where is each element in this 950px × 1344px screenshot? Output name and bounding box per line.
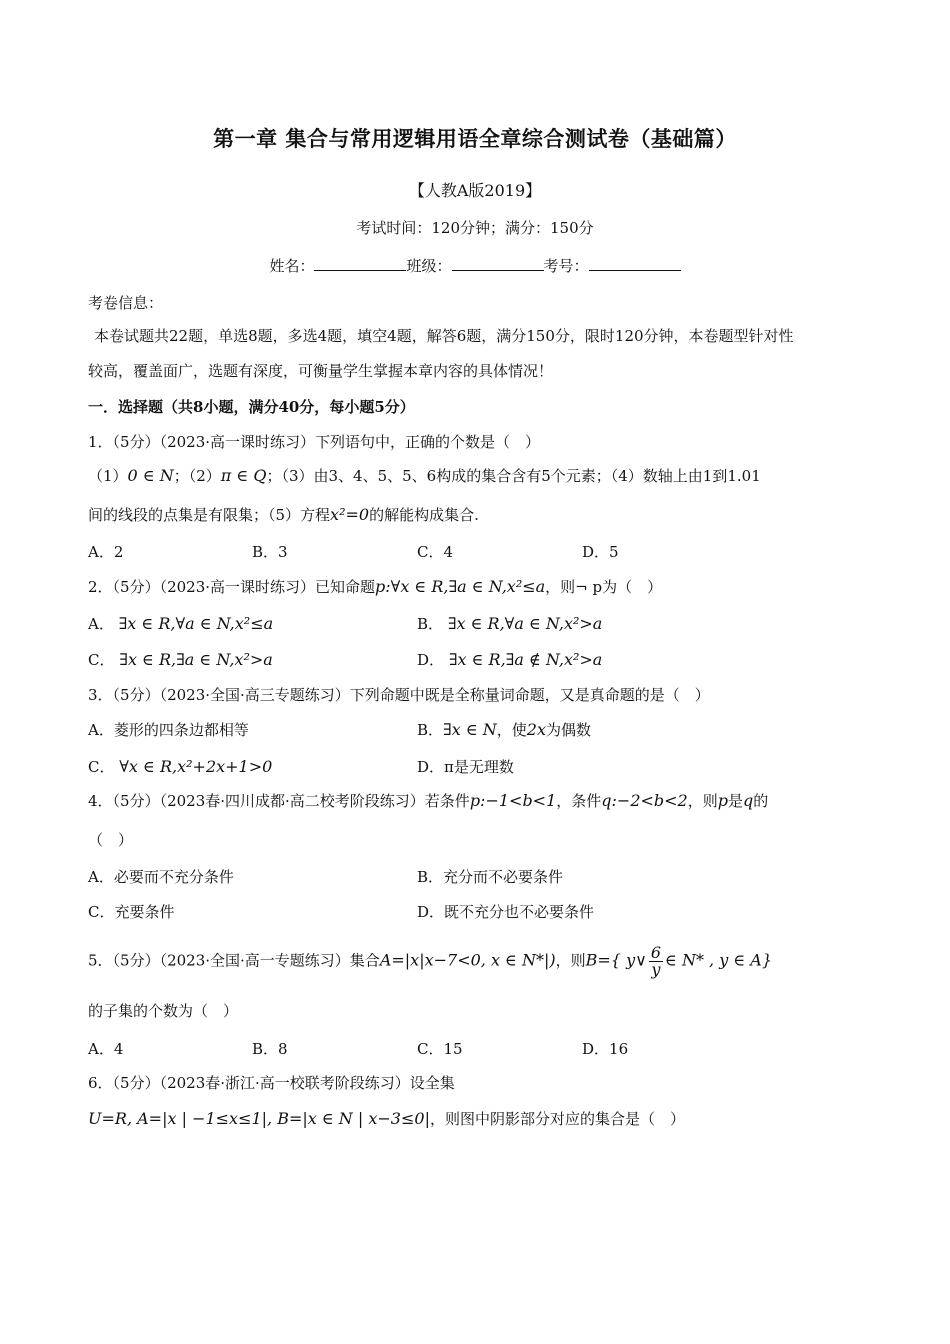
- q4-stem-text: 4．（5分）（2023春·四川成都·高二校考阶段练习）若条件: [88, 792, 470, 810]
- q1-part2: ；（2）: [173, 467, 221, 485]
- q1-line3-tail: 的解能构成集合.: [369, 506, 479, 524]
- q4-option-a[interactable]: A．必要而不充分条件: [88, 868, 234, 886]
- q4-option-d[interactable]: D．既不充分也不必要条件: [417, 903, 595, 921]
- q2-option-a[interactable]: [88, 613, 273, 635]
- name-label: 姓名：: [269, 257, 315, 275]
- page-title: 第一章 集合与常用逻辑用语全章综合测试卷（基础篇）: [213, 126, 737, 151]
- q4-mid3: 是: [728, 792, 744, 810]
- q5-fraction: [649, 945, 663, 978]
- q2-stem: [88, 576, 862, 598]
- q2-option-c-math: ∃x ∈ R,∃a ∈ N,x²>a: [119, 650, 273, 669]
- q1-math1: 0 ∈ N: [127, 466, 174, 485]
- q5-stem-text: 5．（5分）（2023·全国·高一专题练习）集合: [88, 951, 380, 970]
- q1-option-b[interactable]: B．3: [252, 543, 288, 561]
- q2-stem-tail: ，则¬ p为（ ）: [545, 578, 663, 596]
- q1-line3: [88, 504, 862, 526]
- q5-mid: ，则: [555, 951, 586, 970]
- info-line-2: 较高，覆盖面广，选题有深度，可衡量学生掌握本章内容的具体情况！: [88, 362, 554, 380]
- q2-option-d-label: D．: [417, 651, 445, 669]
- q4-tail: 的: [753, 792, 769, 810]
- q5-option-c[interactable]: C．15: [417, 1040, 463, 1058]
- q3-option-c-label: C．: [88, 758, 115, 776]
- q6-stem: 6．（5分）（2023春·浙江·高一校联考阶段练习）设全集: [88, 1074, 455, 1092]
- q5-set-b-start: B={ y∨: [585, 950, 647, 970]
- q5-line2: 的子集的个数为（ ）: [88, 1002, 239, 1020]
- q1-line2: [88, 465, 862, 487]
- q2-proposition: p:∀x ∈ R,∃a ∈ N,x²≤a: [375, 577, 546, 596]
- q5-set-b-end: ∈ N* , y ∈ A}: [665, 950, 772, 970]
- q2-option-b-math: ∃x ∈ R,∀a ∈ N,x²>a: [447, 614, 603, 633]
- number-label: 考号：: [543, 257, 589, 275]
- q6-tail: ，则图中阴影部分对应的集合是（ ）: [429, 1110, 685, 1128]
- q2-option-d-math: ∃x ∈ R,∃a ∉ N,x²>a: [448, 650, 603, 669]
- student-info-line: [88, 255, 862, 277]
- section-heading: 一．选择题（共8小题，满分40分，每小题5分）: [88, 398, 415, 416]
- q5-option-a[interactable]: A．4: [88, 1040, 124, 1058]
- info-heading: 考卷信息：: [88, 294, 164, 312]
- q2-option-c-label: C．: [88, 651, 115, 669]
- q2-option-b[interactable]: [417, 613, 602, 635]
- info-line-1: 本卷试题共22题，单选8题，多选4题，填空4题，解答6题，满分150分，限时120分钟，本卷题型针对性: [94, 327, 794, 345]
- q1-option-a[interactable]: A．2: [88, 543, 124, 561]
- q4-var-q: q: [743, 791, 754, 810]
- q4-option-c[interactable]: C．充要条件: [88, 903, 175, 921]
- class-blank: [452, 256, 544, 271]
- q5-stem: [88, 945, 862, 978]
- q3-option-b-label: B．: [417, 721, 444, 739]
- q1-math2: π ∈ Q: [220, 466, 267, 485]
- q4-mid1: ，条件: [556, 792, 602, 810]
- q1-part1: （1）: [88, 467, 128, 485]
- q3-option-c-math: ∀x ∈ R,x²+2x+1>0: [119, 757, 273, 776]
- q3-stem: 3．（5分）（2023·全国·高三专题练习）下列命题中既是全称量词命题，又是真命题的是（ ）: [88, 686, 710, 704]
- name-blank: [314, 256, 406, 271]
- q2-option-c[interactable]: [88, 649, 273, 671]
- exam-time: 考试时间：120分钟；满分：150分: [356, 219, 594, 237]
- q1-line3-text: 间的线段的点集是有限集；（5）方程: [88, 506, 331, 524]
- class-label: 班级：: [406, 257, 452, 275]
- q2-option-a-label: A．: [88, 615, 114, 633]
- q4-mid2: ，则: [687, 792, 718, 810]
- q2-option-d[interactable]: [417, 649, 602, 671]
- q2-stem-text: 2．（5分）（2023·高一课时练习）已知命题: [88, 578, 376, 596]
- number-blank: [589, 256, 681, 271]
- q3-option-b-mid: ，使: [496, 721, 527, 739]
- q4-option-b[interactable]: B．充分而不必要条件: [417, 868, 564, 886]
- q3-option-b-math2: 2x: [526, 720, 546, 739]
- q3-option-c[interactable]: [88, 756, 272, 778]
- q2-option-b-label: B．: [417, 615, 444, 633]
- q1-stem: 1．（5分）（2023·高一课时练习）下列语句中，正确的个数是（ ）: [88, 433, 541, 451]
- q3-option-b[interactable]: [417, 719, 591, 741]
- q3-option-a[interactable]: A．菱形的四条边都相等: [88, 721, 249, 739]
- q1-equation: x²=0: [330, 505, 370, 524]
- q4-paren: （ ）: [88, 831, 134, 849]
- q5-fraction-num: 6: [650, 943, 662, 962]
- q3-option-b-tail: 为偶数: [545, 721, 591, 739]
- q1-part3: ；（3）由3、4、5、5、6构成的集合含有5个元素；（4）数轴上由1到1.01: [266, 467, 761, 485]
- q4-var-p: p: [717, 791, 728, 810]
- q4-condition-q: q:−2<b<2: [601, 791, 688, 810]
- q4-condition-p: p:−1<b<1: [469, 791, 557, 810]
- edition-label: 【人教A版2019】: [408, 181, 542, 200]
- q1-option-d[interactable]: D．5: [582, 543, 619, 561]
- q5-option-b[interactable]: B．8: [252, 1040, 288, 1058]
- q6-sets: U=R, A=|x | −1≤x≤1|, B=|x ∈ N | x−3≤0|: [88, 1109, 430, 1128]
- q5-set-a: A=|x|x−7<0, x ∈ N*|): [379, 950, 556, 970]
- q6-line2: [88, 1108, 862, 1130]
- q3-option-b-math: ∃x ∈ N: [443, 720, 497, 739]
- q5-fraction-den: y: [651, 960, 661, 979]
- q4-stem: [88, 790, 862, 812]
- q5-option-d[interactable]: D．16: [582, 1040, 629, 1058]
- q3-option-d[interactable]: D．π是无理数: [417, 758, 514, 776]
- q1-option-c[interactable]: C．4: [417, 543, 454, 561]
- q2-option-a-math: ∃x ∈ R,∀a ∈ N,x²≤a: [118, 614, 274, 633]
